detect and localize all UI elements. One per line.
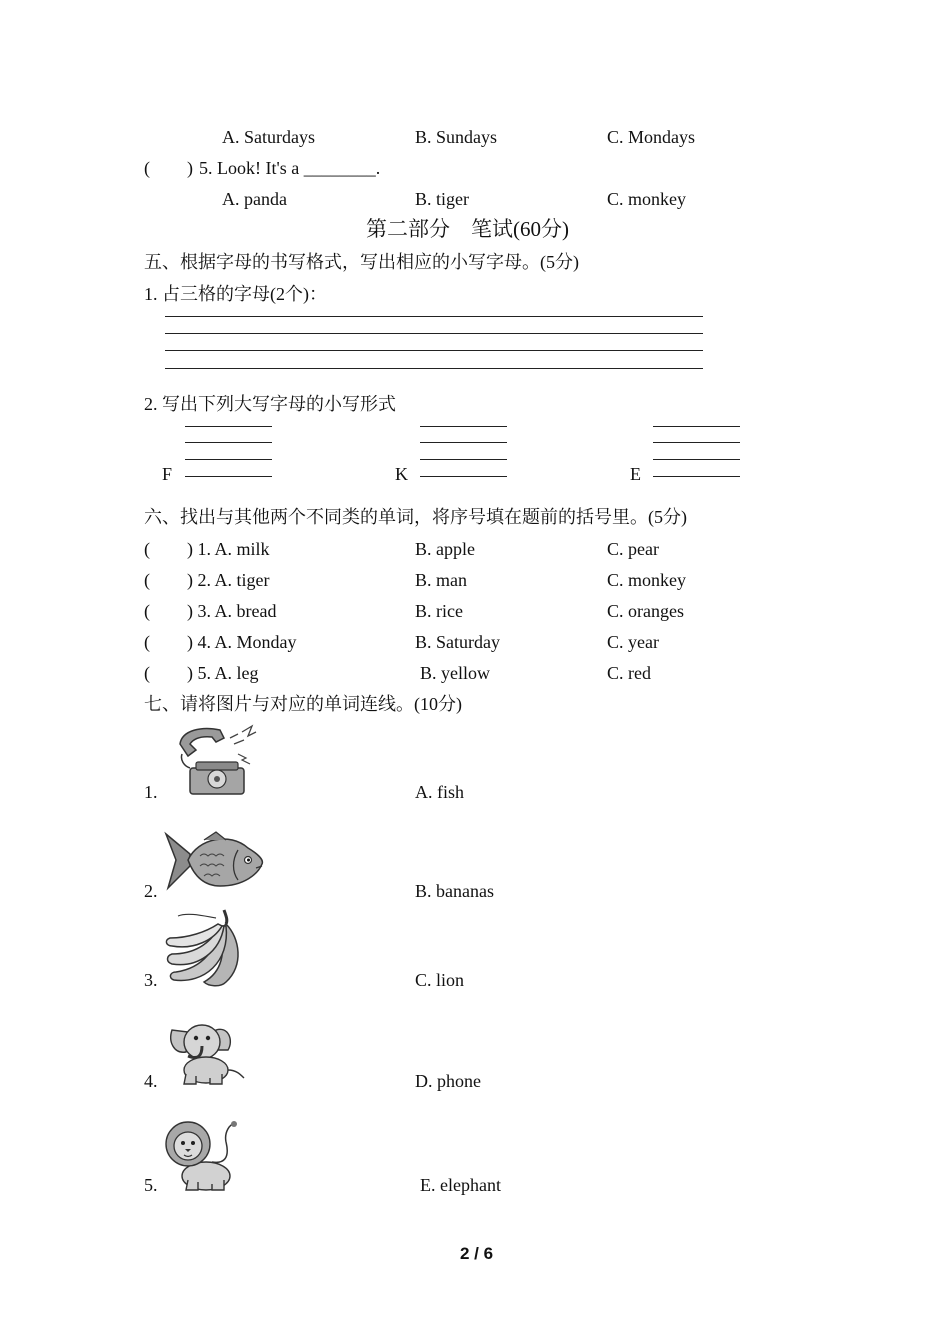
section-seven-heading: 七、请将图片与对应的单词连线。(10分) (144, 694, 462, 714)
match-word: C. lion (415, 970, 465, 990)
option-c: C. Mondays (607, 127, 696, 147)
match-word: A. fish (415, 782, 464, 802)
elephant-icon (166, 1016, 246, 1088)
lion-icon (164, 1118, 238, 1194)
telephone-icon (172, 724, 260, 798)
answer-paren-open: ( (144, 539, 150, 559)
answer-paren-open: ( (144, 601, 150, 621)
section-five-q1: 1. 占三格的字母(2个)： (144, 284, 327, 304)
option-c: C. year (607, 632, 659, 652)
option-c: C. oranges (607, 601, 684, 621)
option-c: C. monkey (607, 189, 686, 209)
letter-k: K (395, 464, 408, 484)
bananas-icon (164, 908, 246, 988)
option-b: B. man (415, 570, 467, 590)
answer-paren-open: ( (144, 158, 150, 178)
match-item-number: 2. (144, 881, 158, 901)
option-b: B. Sundays (415, 127, 498, 147)
match-item-number: 4. (144, 1071, 158, 1091)
option-b: B. apple (415, 539, 475, 559)
option-b: B. yellow (420, 663, 490, 683)
match-item-number: 1. (144, 782, 158, 802)
match-word: D. phone (415, 1071, 481, 1091)
option-c: C. pear (607, 539, 659, 559)
page-number: 2 / 6 (460, 1244, 494, 1263)
match-item-number: 5. (144, 1175, 158, 1195)
option-b: B. Saturday (415, 632, 500, 652)
question-option-a: ) 3. A. bread (187, 601, 277, 621)
question-stem: 5. Look! It's a ________. (199, 158, 381, 178)
fish-icon (164, 830, 266, 892)
option-c: C. monkey (607, 570, 686, 590)
section-five-q2: 2. 写出下列大写字母的小写形式 (144, 394, 396, 414)
match-item-number: 3. (144, 970, 158, 990)
option-a: A. panda (222, 189, 287, 209)
answer-paren-close: ) (187, 158, 193, 178)
letter-f: F (162, 464, 173, 484)
option-a: A. Saturdays (222, 127, 315, 147)
question-option-a: ) 4. A. Monday (187, 632, 297, 652)
section-five-heading: 五、根据字母的书写格式，写出相应的小写字母。(5分) (144, 252, 579, 272)
option-c: C. red (607, 663, 651, 683)
answer-paren-open: ( (144, 663, 150, 683)
section-six-heading: 六、找出与其他两个不同类的单词，将序号填在题前的括号里。(5分) (144, 507, 687, 527)
answer-paren-open: ( (144, 570, 150, 590)
match-word: E. elephant (420, 1175, 501, 1195)
question-option-a: ) 5. A. leg (187, 663, 259, 683)
part-two-title: 第二部分 笔试(60分) (366, 217, 569, 241)
answer-paren-open: ( (144, 632, 150, 652)
letter-e: E (630, 464, 641, 484)
question-option-a: ) 2. A. tiger (187, 570, 270, 590)
match-word: B. bananas (415, 881, 494, 901)
question-option-a: ) 1. A. milk (187, 539, 270, 559)
option-b: B. tiger (415, 189, 469, 209)
option-b: B. rice (415, 601, 463, 621)
